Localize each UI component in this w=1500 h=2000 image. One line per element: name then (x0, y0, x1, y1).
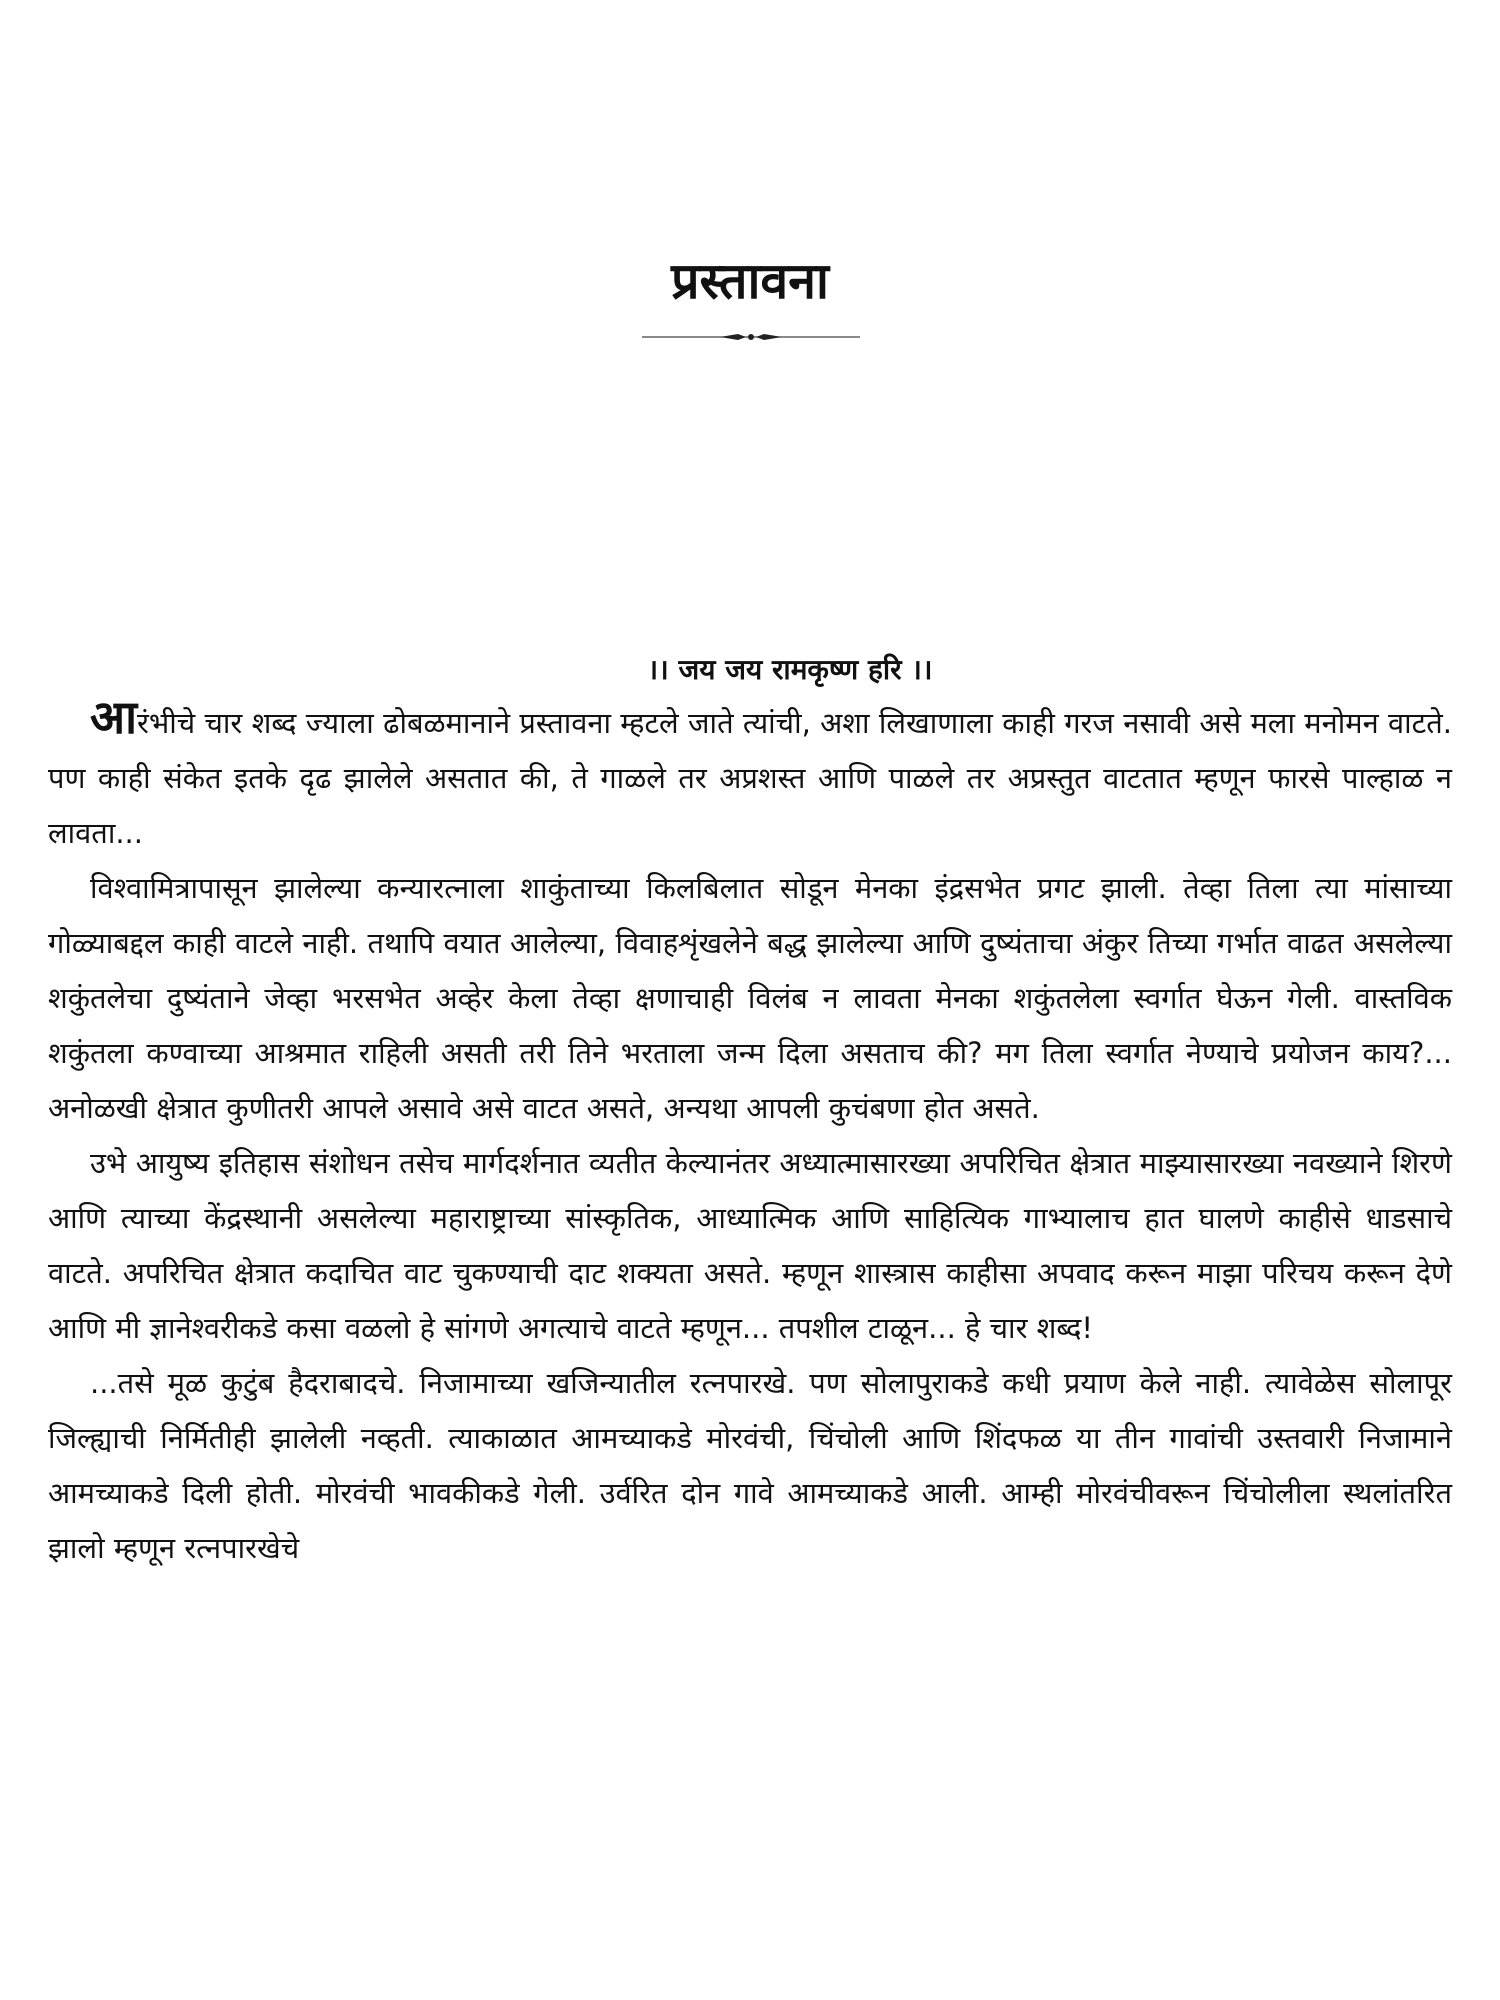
paragraph (48, 690, 1452, 861)
paragraph-text: रंभीचे चार शब्द ज्याला ढोबळमानाने प्रस्तावना म्हटले जाते त्यांची, अशा लिखाणाला काही गरज नसावी असे मला मनोमन वाटते. पण काही संकेत इतके दृढ झालेले असतात की, ते गाळले तर अप्रशस्त आणि पाळले तर अप्रस्तुत वाटतात म्हणून फारसे पाल्हाळ न लावता... (48, 706, 1452, 850)
drop-cap: आ (90, 690, 138, 744)
paragraph: विश्वामित्रापासून झालेल्या कन्यारत्नाला शाकुंताच्या किलबिलात सोडून मेनका इंद्रसभेत प्रगट झाली. तेव्हा तिला त्या मांसाच्या गोळ्याबद्दल काही वाटले नाही. तथापि वयात आलेल्या, विवाहशृंखलेने बद्ध झालेल्या आणि दुष्यंताचा अंकुर तिच्या गर्भात वाढत असलेल्या शकुंतलेचा दुष्यंताने जेव्हा भरसभेत अव्हेर केला तेव्हा क्षणाचाही विलंब न लावता मेनका शकुंतलेला स्वर्गात घेऊन गेली. वास्तविक शकुंतला कण्वाच्या आश्रमात राहिली असती तरी तिने भरताला जन्म दिला असताच की? मग तिला स्वर्गात नेण्याचे प्रयोजन काय?... अनोळखी क्षेत्रात कुणीतरी आपले असावे असे वाटत असते, अन्यथा आपली कुचंबणा होत असते. (48, 871, 1452, 1125)
title-ornament-divider (642, 332, 860, 342)
paragraph: ...तसे मूळ कुटुंब हैदराबादचे. निजामाच्या खजिन्यातील रत्नपारखे. पण सोलापुराकडे कधी प्रयाण केले नाही. त्यावेळेस सोलापूर जिल्ह्याची निर्मितीही झालेली नव्हती. त्याकाळात आमच्याकडे मोरवंची, चिंचोली आणि शिंदफळ या तीन गावांची उस्तवारी निजामाने आमच्याकडे दिली होती. मोरवंची भावकीकडे गेली. उर्वरित दोन गावे आमच्याकडे आली. आम्ही मोरवंचीवरून चिंचोलीला स्थलांतरित झालो म्हणून रत्नपारखेचे (48, 1366, 1452, 1565)
page-title: प्रस्तावना (671, 252, 829, 310)
invocation-line: ।। जय जय रामकृष्ण हरि ।। (647, 653, 933, 686)
paragraph: उभे आयुष्य इतिहास संशोधन तसेच मार्गदर्शनात व्यतीत केल्यानंतर अध्यात्मासारख्या अपरिचित क्षेत्रात माझ्यासारख्या नवख्याने शिरणे आणि त्याच्या केंद्रस्थानी असलेल्या महाराष्ट्राच्या सांस्कृतिक, आध्यात्मिक आणि साहित्यिक गाभ्यालाच हात घालणे काहीसे धाडसाचे वाटते. अपरिचित क्षेत्रात कदाचित वाट चुकण्याची दाट शक्यता असते. म्हणून शास्त्रास काहीसा अपवाद करून माझा परिचय करून देणे आणि मी ज्ञानेश्वरीकडे कसा वळलो हे सांगणे अगत्याचे वाटते म्हणून... तपशील टाळून... हे चार शब्द! (48, 1146, 1452, 1345)
body-text (48, 690, 1452, 1576)
